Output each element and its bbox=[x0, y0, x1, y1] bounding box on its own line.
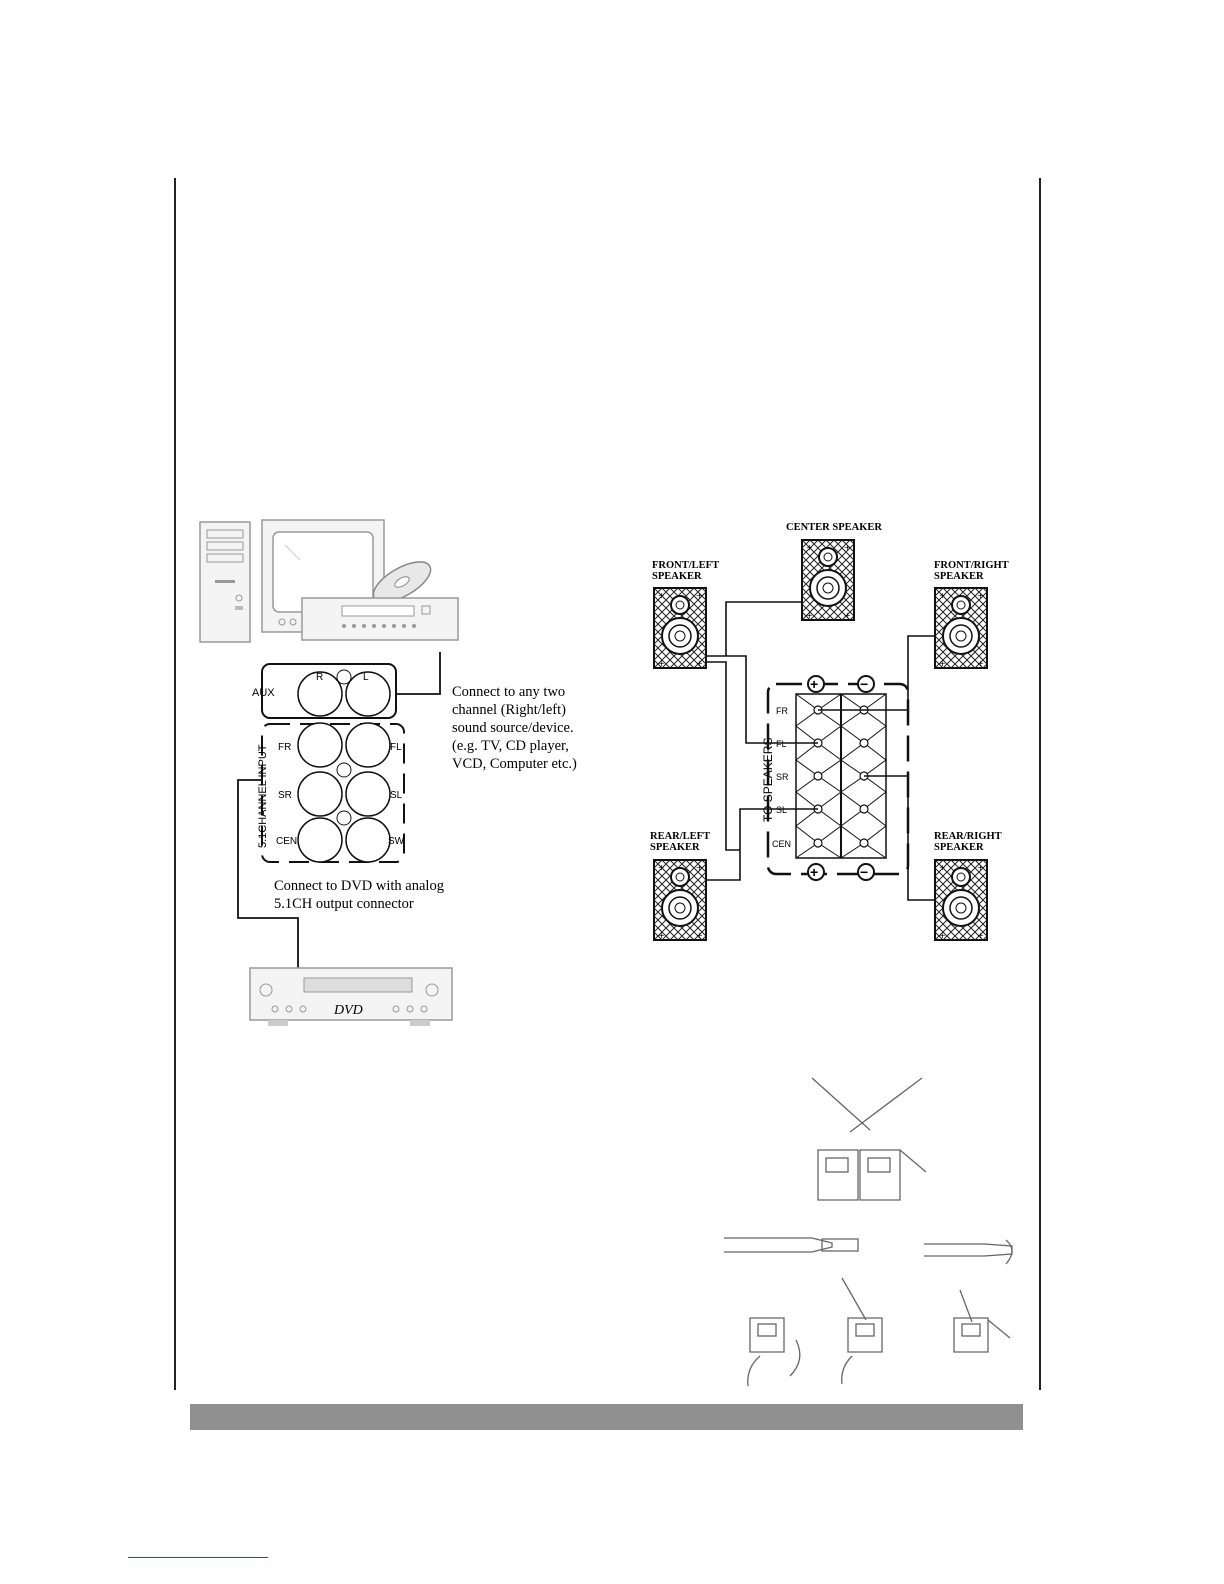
minus-top-symbol: − bbox=[860, 676, 869, 692]
aux-connection-line bbox=[396, 652, 440, 694]
to-speakers-label: TO SPEAKERS bbox=[761, 737, 775, 822]
center-speaker bbox=[802, 540, 854, 620]
front-right-label-2: SPEAKER bbox=[934, 571, 984, 582]
rear-right-speaker bbox=[935, 860, 987, 940]
minus-bottom-symbol: − bbox=[860, 864, 869, 880]
computer-tower-illustration bbox=[200, 522, 250, 642]
five-one-input-title: 5.1CHANNEL INPUT bbox=[257, 744, 269, 848]
aux-l-label: L bbox=[363, 672, 369, 683]
terminal-sr-label: SR bbox=[776, 772, 789, 782]
terminal-fl-label: FL bbox=[776, 739, 787, 749]
input-fr-label: FR bbox=[278, 742, 292, 753]
rear-right-label-2: SPEAKER bbox=[934, 842, 984, 853]
plus-bottom-symbol: + bbox=[810, 864, 819, 880]
svg-text:VCD, Computer etc.): VCD, Computer etc.) bbox=[452, 756, 577, 772]
terminal-fr-label: FR bbox=[776, 706, 788, 716]
five-one-input-panel bbox=[257, 723, 405, 862]
svg-text:5.1CH output connector: 5.1CH output connector bbox=[274, 896, 414, 912]
rear-right-label-1: REAR/RIGHT bbox=[934, 831, 1002, 842]
input-sl-label: SL bbox=[390, 790, 403, 801]
center-speaker-label: CENTER SPEAKER bbox=[786, 522, 882, 533]
svg-text:(e.g. TV, CD player,: (e.g. TV, CD player, bbox=[452, 738, 569, 754]
terminal-sl-label: SL bbox=[776, 805, 788, 815]
cd-player-illustration bbox=[302, 598, 458, 640]
speaker-terminal-block bbox=[761, 676, 908, 880]
rear-left-speaker bbox=[654, 860, 706, 940]
dvd-label: DVD bbox=[334, 1003, 363, 1018]
aux-r-label: R bbox=[316, 672, 324, 683]
plus-top-symbol: + bbox=[810, 676, 819, 692]
page-link-underline[interactable] bbox=[128, 1557, 268, 1558]
wire-preparation-illustrations bbox=[724, 1078, 1012, 1386]
input-sr-label: SR bbox=[278, 790, 292, 801]
aux-input-panel bbox=[252, 664, 396, 718]
svg-text:sound source/device.: sound source/device. bbox=[452, 720, 574, 736]
dvd-player-illustration bbox=[250, 968, 452, 1026]
front-left-label-2: SPEAKER bbox=[652, 571, 702, 582]
input-sw-label: SW bbox=[388, 836, 405, 847]
input-fl-label: FL bbox=[390, 742, 402, 753]
input-cen-label: CEN bbox=[276, 836, 298, 847]
svg-text:channel (Right/left): channel (Right/left) bbox=[452, 702, 566, 718]
front-left-speaker bbox=[654, 588, 706, 668]
connection-diagrams: + + + + AUX R L FR FL SR SL CEN SW 5.1CHANNEL INPUT Connect to any two channel (Right/left) sound source/device. (e.g. TV, CD player, VCD, Computer etc.) Connect to DVD with analog 5.1CH output connector DVD CENTER SPEAKER FRONT/LEFT SPEAKER FRONT/RIGHT SPEAKER REAR/LEFT SPEAKER REAR/RIGHT SPEAKER + − + − FR FL SR SL CEN TO SPEAKERS bbox=[0, 0, 1224, 1584]
aux-connection-note bbox=[452, 684, 577, 772]
aux-label: AUX bbox=[252, 687, 275, 699]
dvd-connection-note bbox=[274, 878, 444, 912]
front-left-label-1: FRONT/LEFT bbox=[652, 560, 720, 571]
rear-left-label-2: SPEAKER bbox=[650, 842, 700, 853]
footer-bar bbox=[190, 1404, 1023, 1430]
front-right-speaker bbox=[935, 588, 987, 668]
svg-text:Connect to any two: Connect to any two bbox=[452, 684, 566, 700]
terminal-cen-label: CEN bbox=[772, 839, 792, 849]
svg-text:Connect to DVD with analog: Connect to DVD with analog bbox=[274, 878, 444, 894]
front-right-label-1: FRONT/RIGHT bbox=[934, 560, 1009, 571]
rear-left-label-1: REAR/LEFT bbox=[650, 831, 711, 842]
